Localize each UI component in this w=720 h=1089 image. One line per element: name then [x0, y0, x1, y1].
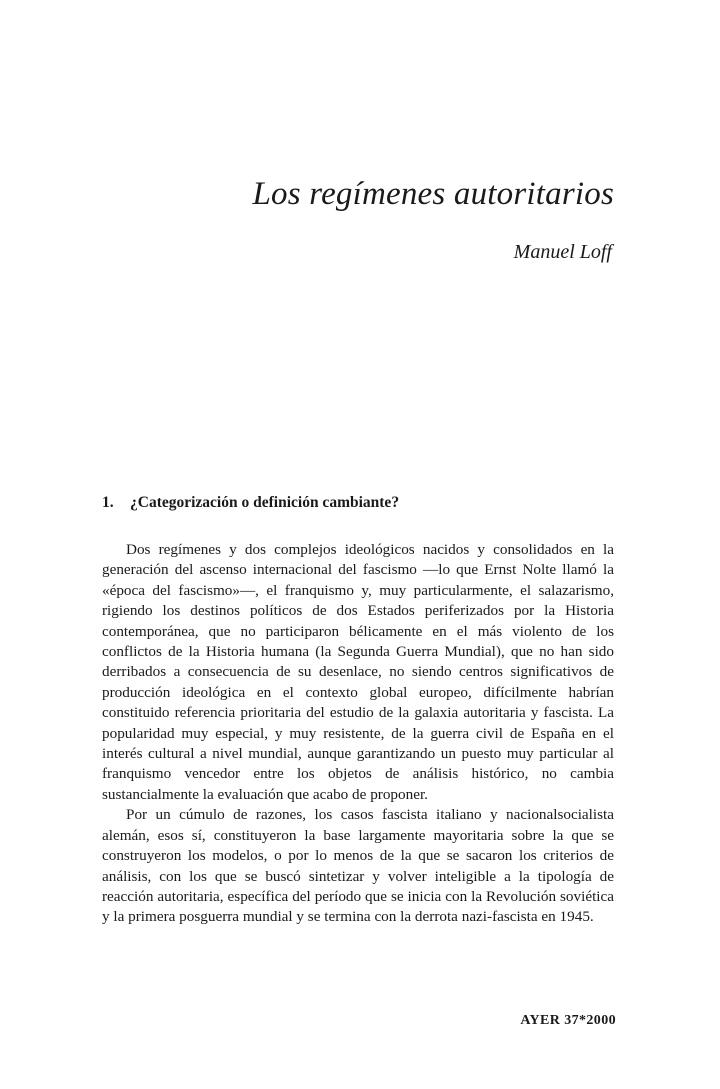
paragraph: Por un cúmulo de razones, los casos fascista italiano y nacionalsocialista alemán, esos sí, constituyeron la base largamente mayoritaria sobre la que se construyeron los modelos, o por lo menos de la que se sacaron los criterios de análisis, con los que se buscó sintetizar y volver inteligible a la tipología de reacción autoritaria, específica del período que se inicia con la Revolución soviética y la primera posguerra mundial y se termina con la derrota nazi-fascista en 1945. — [102, 806, 614, 926]
section-number: 1. — [102, 494, 114, 511]
body-text — [102, 540, 614, 928]
section-title: ¿Categorización o definición cambiante? — [130, 494, 400, 511]
page-footer: AYER 37*2000 — [520, 1013, 616, 1028]
chapter-title: Los regímenes autoritarios — [252, 176, 614, 212]
paragraph: Dos regímenes y dos complejos ideológicos nacidos y consolidados en la generación del ascenso internacional del fascismo —lo que Ernst Nolte llamó la «época del fascismo»—, el franquismo y, muy particularmente, el salazarismo, rigiendo los destinos políticos de dos Estados periferizados por la Historia contemporánea, que no participaron bélicamente en el más violento de los conflictos de la Historia humana (la Segunda Guerra Mundial), que no han sido derribados a consecuencia de su desenlace, no siendo centros significativos de producción ideológica en el contexto global europeo, difícilmente habrían constituido referencia prioritaria del estudio de la galaxia autoritaria y fascista. La popularidad muy especial, y muy resistente, de la guerra civil de España en el interés cultural a nivel mundial, aunque garantizando un puesto muy particular al franquismo vencedor entre los objetos de análisis histórico, no cambia sustancialmente la evaluación que acabo de proponer. — [102, 541, 614, 803]
author-name: Manuel Loff — [513, 241, 612, 263]
section-heading — [102, 494, 399, 512]
